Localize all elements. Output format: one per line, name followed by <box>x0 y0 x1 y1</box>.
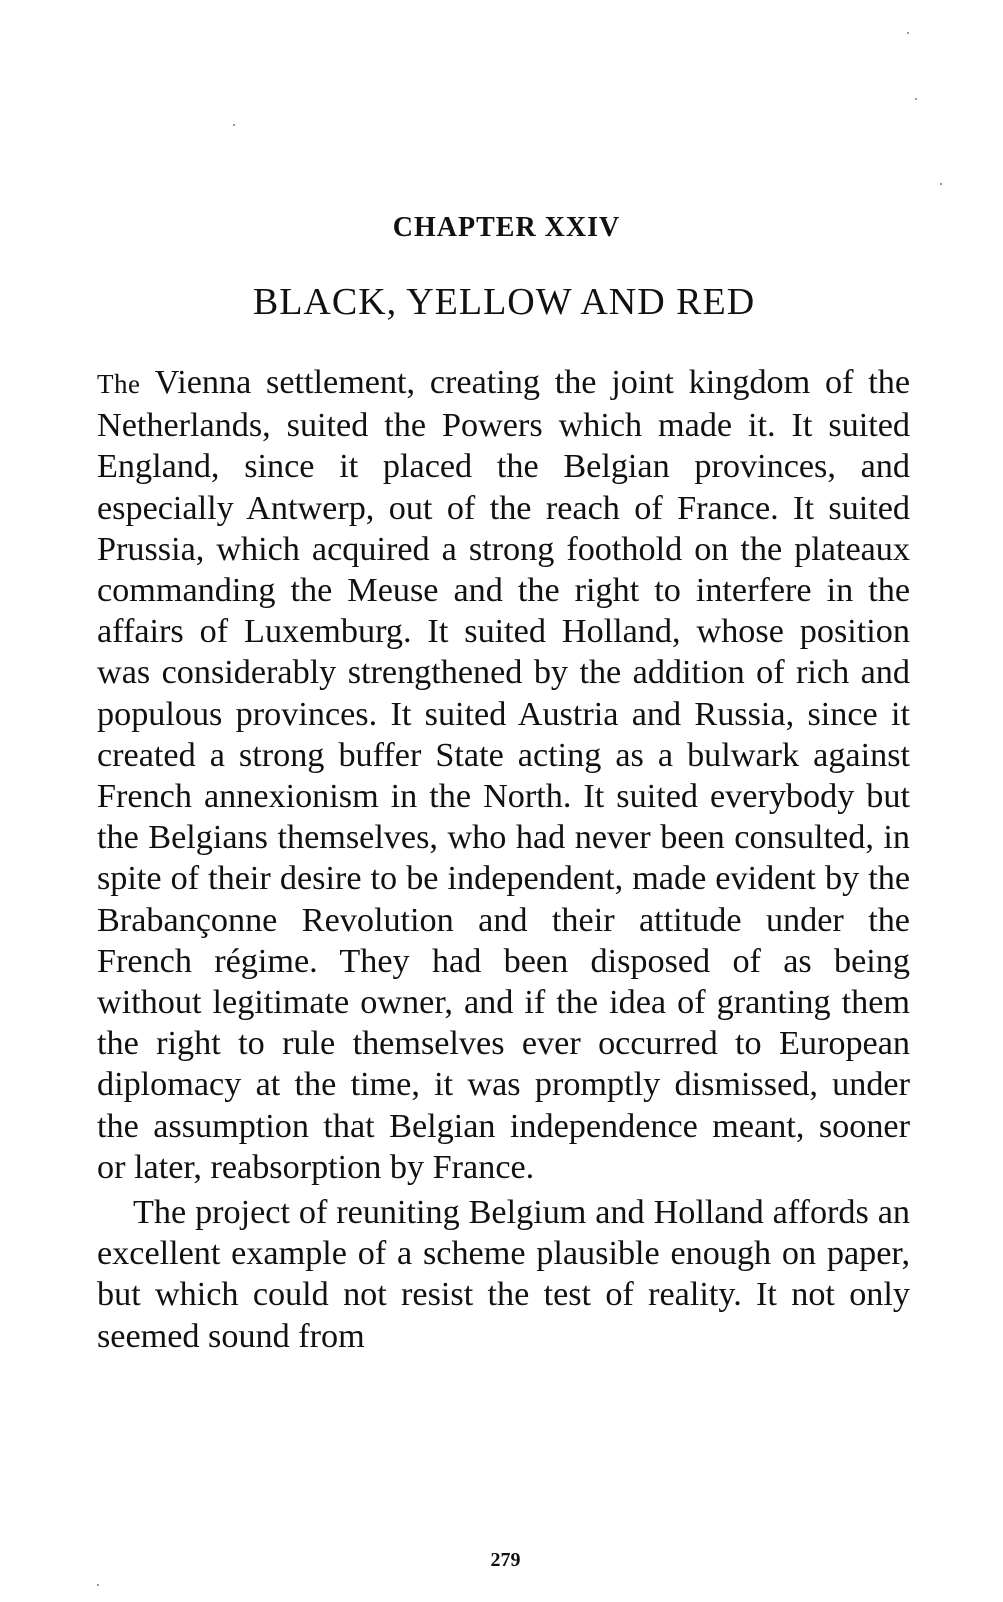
paper-speck <box>233 124 235 126</box>
paragraph-2: The project of reuniting Belgium and Holland affords an excellent example of a scheme plausible enough on paper, but which could not resist the test of reality. It not only seemed sound from <box>97 1194 910 1355</box>
body-text <box>97 362 910 1357</box>
chapter-title: BLACK, YELLOW AND RED <box>252 281 756 323</box>
paragraph-1-text: Vienna settlement, creating the joint kingdom of the Netherlands, suited the Powers which made it. It suited England, since it placed the Belgian provinces, and especially Antwerp, out of the reach of France. It suited Prussia, which acquired a strong foothold on the plateaux commanding the Meuse and the right to interfere in the affairs of Luxemburg. It suited Holland, whose position was considerably strengthened by the addition of rich and populous provinces. It suited Austria and Russia, since it created a strong buffer State acting as a bulwark against French annexionism in the North. It suited everybody but the Belgians themselves, who had never been consulted, in spite of their desire to be independent, made evident by the Brabançonne Revolution and their attitude under the French régime. They had been disposed of as being without legitimate owner, and if the idea of granting them the right to rule themselves ever occurred to European diplomacy at the time, it was promptly dismissed, under the assumption that Belgian independence meant, sooner or later, reabsorption by France. <box>97 364 910 1186</box>
paper-speck <box>907 32 909 34</box>
paper-speck <box>940 183 942 185</box>
paper-speck <box>97 1584 99 1586</box>
paragraph-lead-small-caps: The <box>97 369 141 399</box>
paragraph-1 <box>97 362 910 1188</box>
chapter-label: CHAPTER XXIV <box>392 212 621 243</box>
paper-speck <box>915 98 917 100</box>
page-number: 279 <box>490 1549 521 1571</box>
